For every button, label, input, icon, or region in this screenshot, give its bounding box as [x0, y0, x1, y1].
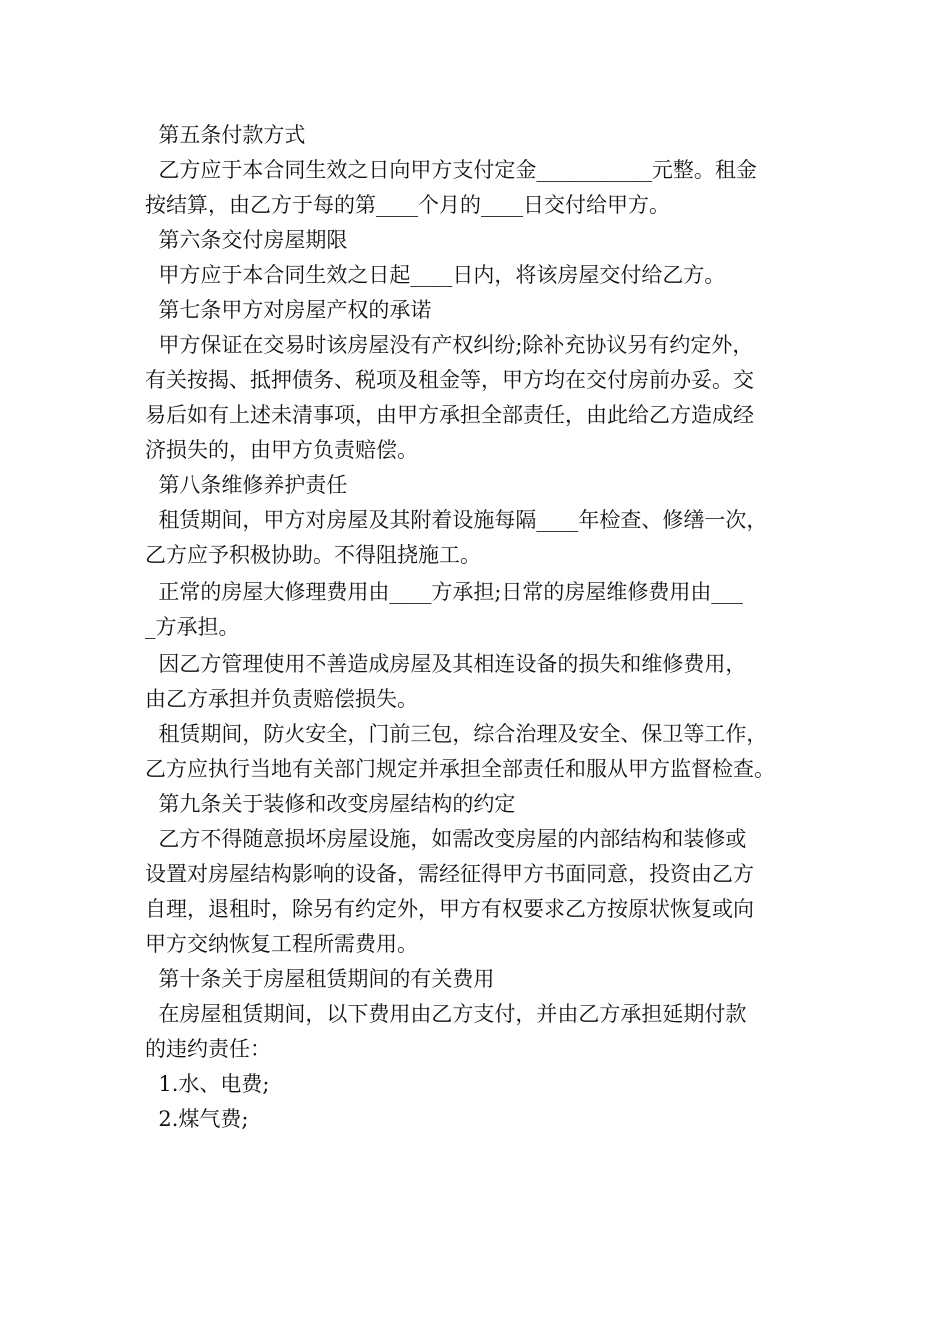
- paragraph-line: 正常的房屋大修理费用由____方承担;日常的房屋维修费用由___: [145, 580, 743, 604]
- list-item: 2.煤气费;: [145, 1107, 249, 1131]
- paragraph-line: _方承担。: [145, 615, 240, 639]
- document-page: [145, 118, 810, 1137]
- paragraph-line: 自理，退租时，除另有约定外，甲方有权要求乙方按原状恢复或向: [145, 897, 754, 921]
- paragraph-line: 乙方应予积极协助。不得阻挠施工。: [145, 543, 481, 567]
- section-heading-7: 第七条甲方对房屋产权的承诺: [145, 298, 432, 322]
- paragraph-line: 设置对房屋结构影响的设备，需经征得甲方书面同意，投资由乙方: [145, 862, 754, 886]
- section-heading-6: 第六条交付房屋期限: [145, 228, 348, 252]
- paragraph-line: 乙方应于本合同生效之日向甲方支付定金___________元整。租金: [145, 158, 757, 182]
- section-heading-9: 第九条关于装修和改变房屋结构的约定: [145, 792, 516, 816]
- paragraph-line: 按结算，由乙方于每的第____个月的____日交付给甲方。: [145, 193, 670, 217]
- paragraph-line: 由乙方承担并负责赔偿损失。: [145, 687, 418, 711]
- paragraph-line: 甲方应于本合同生效之日起____日内，将该房屋交付给乙方。: [145, 263, 726, 287]
- list-item: 1.水、电费;: [145, 1072, 270, 1096]
- paragraph-line: 乙方应执行当地有关部门规定并承担全部责任和服从甲方监督检查。: [145, 757, 775, 781]
- paragraph-line: 甲方交纳恢复工程所需费用。: [145, 932, 418, 956]
- section-heading-8: 第八条维修养护责任: [145, 473, 348, 497]
- paragraph-line: 易后如有上述未清事项，由甲方承担全部责任，由此给乙方造成经: [145, 403, 754, 427]
- paragraph-line: 济损失的，由甲方负责赔偿。: [145, 438, 418, 462]
- paragraph-line: 的违约责任：: [145, 1037, 271, 1061]
- paragraph-line: 在房屋租赁期间，以下费用由乙方支付，并由乙方承担延期付款: [145, 1002, 747, 1026]
- section-heading-10: 第十条关于房屋租赁期间的有关费用: [145, 967, 495, 991]
- paragraph-line: 有关按揭、抵押债务、税项及租金等，甲方均在交付房前办妥。交: [145, 368, 754, 392]
- paragraph-line: 租赁期间，甲方对房屋及其附着设施每隔____年检查、修缮一次，: [145, 508, 768, 532]
- paragraph-line: 甲方保证在交易时该房屋没有产权纠纷;除补充协议另有约定外，: [145, 333, 754, 357]
- section-heading-5: 第五条付款方式: [145, 123, 306, 147]
- paragraph-line: 租赁期间，防火安全，门前三包，综合治理及安全、保卫等工作，: [145, 722, 768, 746]
- paragraph-line: 乙方不得随意损坏房屋设施，如需改变房屋的内部结构和装修或: [145, 827, 747, 851]
- paragraph-line: 因乙方管理使用不善造成房屋及其相连设备的损失和维修费用，: [145, 652, 747, 676]
